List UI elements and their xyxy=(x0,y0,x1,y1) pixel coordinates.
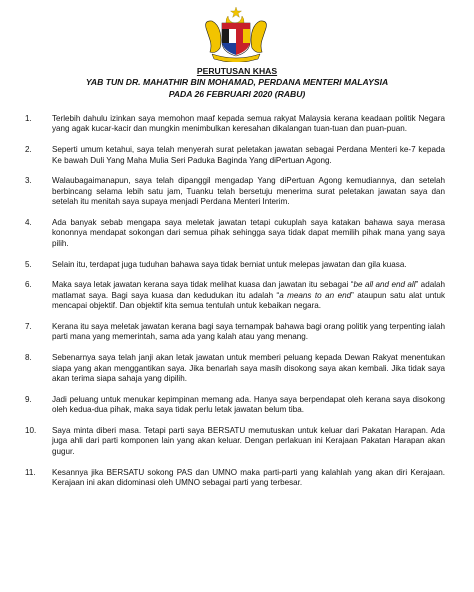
point-item xyxy=(25,260,445,270)
point-text-part: ” adalah matlamat saya. Bagi saya kuasa dan kedudukan itu adalah “ xyxy=(52,280,445,300)
point-item xyxy=(25,280,445,311)
point-text: Walaubagaimanapun, saya telah dipanggil mengadap Yang diPertuan Agong kemudiannya, dan setelah berbincang selama lebih satu jam, Tuanku telah bersetuju menerima surat peletakan jawatan saya dan setelah itu menitah saya supaya menjadi Perdana Menteri Interim. xyxy=(52,176,445,207)
malaysia-coat-of-arms-icon xyxy=(198,6,274,62)
point-text: Kerana itu saya meletak jawatan kerana bagi saya ternampak bahawa bagi orang politik yang terpenting ialah parti mana yang memerintah, sama ada yang kalah atau yang menang. xyxy=(52,322,445,342)
point-text-part: Maka saya letak jawatan kerana saya tidak melihat kuasa dan jawatan itu sebagai “ xyxy=(52,280,354,290)
point-number: 9. xyxy=(25,394,32,404)
point-number: 6. xyxy=(25,280,32,290)
quoted-phrase: be all and end all xyxy=(353,280,416,290)
point-item xyxy=(25,468,445,489)
point-text: Selain itu, terdapat juga tuduhan bahawa saya tidak berniat untuk melepas jawatan dan gila kuasa. xyxy=(52,259,407,269)
header-speaker: YAB TUN DR. MAHATHIR BIN MOHAMAD, PERDANA MENTERI MALAYSIA xyxy=(85,77,389,88)
point-item xyxy=(25,145,445,166)
point-item xyxy=(25,353,445,384)
point-item xyxy=(25,395,445,416)
point-item xyxy=(25,114,445,135)
point-number: 10. xyxy=(25,426,37,436)
header-date: PADA 26 FEBRUARI 2020 (RABU) xyxy=(168,88,306,99)
point-text: Ada banyak sebab mengapa saya meletak jawatan tetapi cukuplah saya katakan bahawa saya merasa kononnya mendapat sokongan dari semua pihak sehingga saya tidak dapat memilih pihak mana yang saya pilih. xyxy=(52,218,445,248)
point-item xyxy=(25,322,445,343)
point-number: 5. xyxy=(25,259,32,269)
point-number: 3. xyxy=(25,176,32,186)
point-text xyxy=(52,280,445,311)
point-item xyxy=(25,176,445,207)
quoted-phrase: a means to an end xyxy=(279,290,352,300)
statement-header xyxy=(20,66,454,100)
point-text: Seperti umum ketahui, saya telah menyerah surat peletakan jawatan sebagai Perdana Menteri ke-7 kepada Ke bawah Duli Yang Maha Mulia Seri Paduka Baginda Yang diPertuan Agong. xyxy=(52,145,445,165)
point-item xyxy=(25,218,445,249)
point-item xyxy=(25,426,445,457)
point-text: Jadi peluang untuk menukar kepimpinan memang ada. Hanya saya berpendapat oleh kerana saya disokong oleh kedua-dua pihak, maka saya tidak perlu letak jawatan belum tiba. xyxy=(52,394,445,415)
point-number: 4. xyxy=(25,218,32,228)
point-text: Kesannya jika BERSATU sokong PAS dan UMNO maka parti-parti yang kalahlah yang akan diri Kerajaan. Kerajaan ini akan didominasi oleh UMNO sebagai parti yang terbesar. xyxy=(52,467,445,488)
point-number: 2. xyxy=(25,145,32,155)
header-title: PERUTUSAN KHAS xyxy=(196,66,278,76)
point-text: Saya minta diberi masa. Tetapi parti saya BERSATU memutuskan untuk keluar dari Pakatan Harapan. Ada juga ahli dari parti komponen lain yang akan keluar. Dengan perlakuan ini Kerajaan Pakatan Harapan akan gugur. xyxy=(52,426,445,456)
point-number: 11. xyxy=(25,467,36,477)
point-number: 1. xyxy=(25,114,32,123)
point-number: 8. xyxy=(25,353,32,363)
point-number: 7. xyxy=(25,322,32,332)
point-text: Terlebih dahulu izinkan saya memohon maaf kepada semua rakyat Malaysia kerana keadaan politik Negara yang agak kucar-kacir dan mungkin menimbulkan keresahan dikalangan tuan-tuan dan puan-puan. xyxy=(52,114,445,134)
point-text: Sebenarnya saya telah janji akan letak jawatan untuk memberi peluang kepada Dewan Rakyat menentukan siapa yang akan menggantikan saya. Jika benarlah saya masih disokong saya akan kembali. Jika tidak saya akan terima siapa sahaja yang dipilih. xyxy=(52,353,445,384)
point-text-part: ” ataupun satu alat untuk mencapai objektif. Dan objektif kita semua tentulah untuk kebaikan negara. xyxy=(52,290,445,311)
statement-points xyxy=(25,114,445,499)
coat-of-arms xyxy=(198,6,274,62)
